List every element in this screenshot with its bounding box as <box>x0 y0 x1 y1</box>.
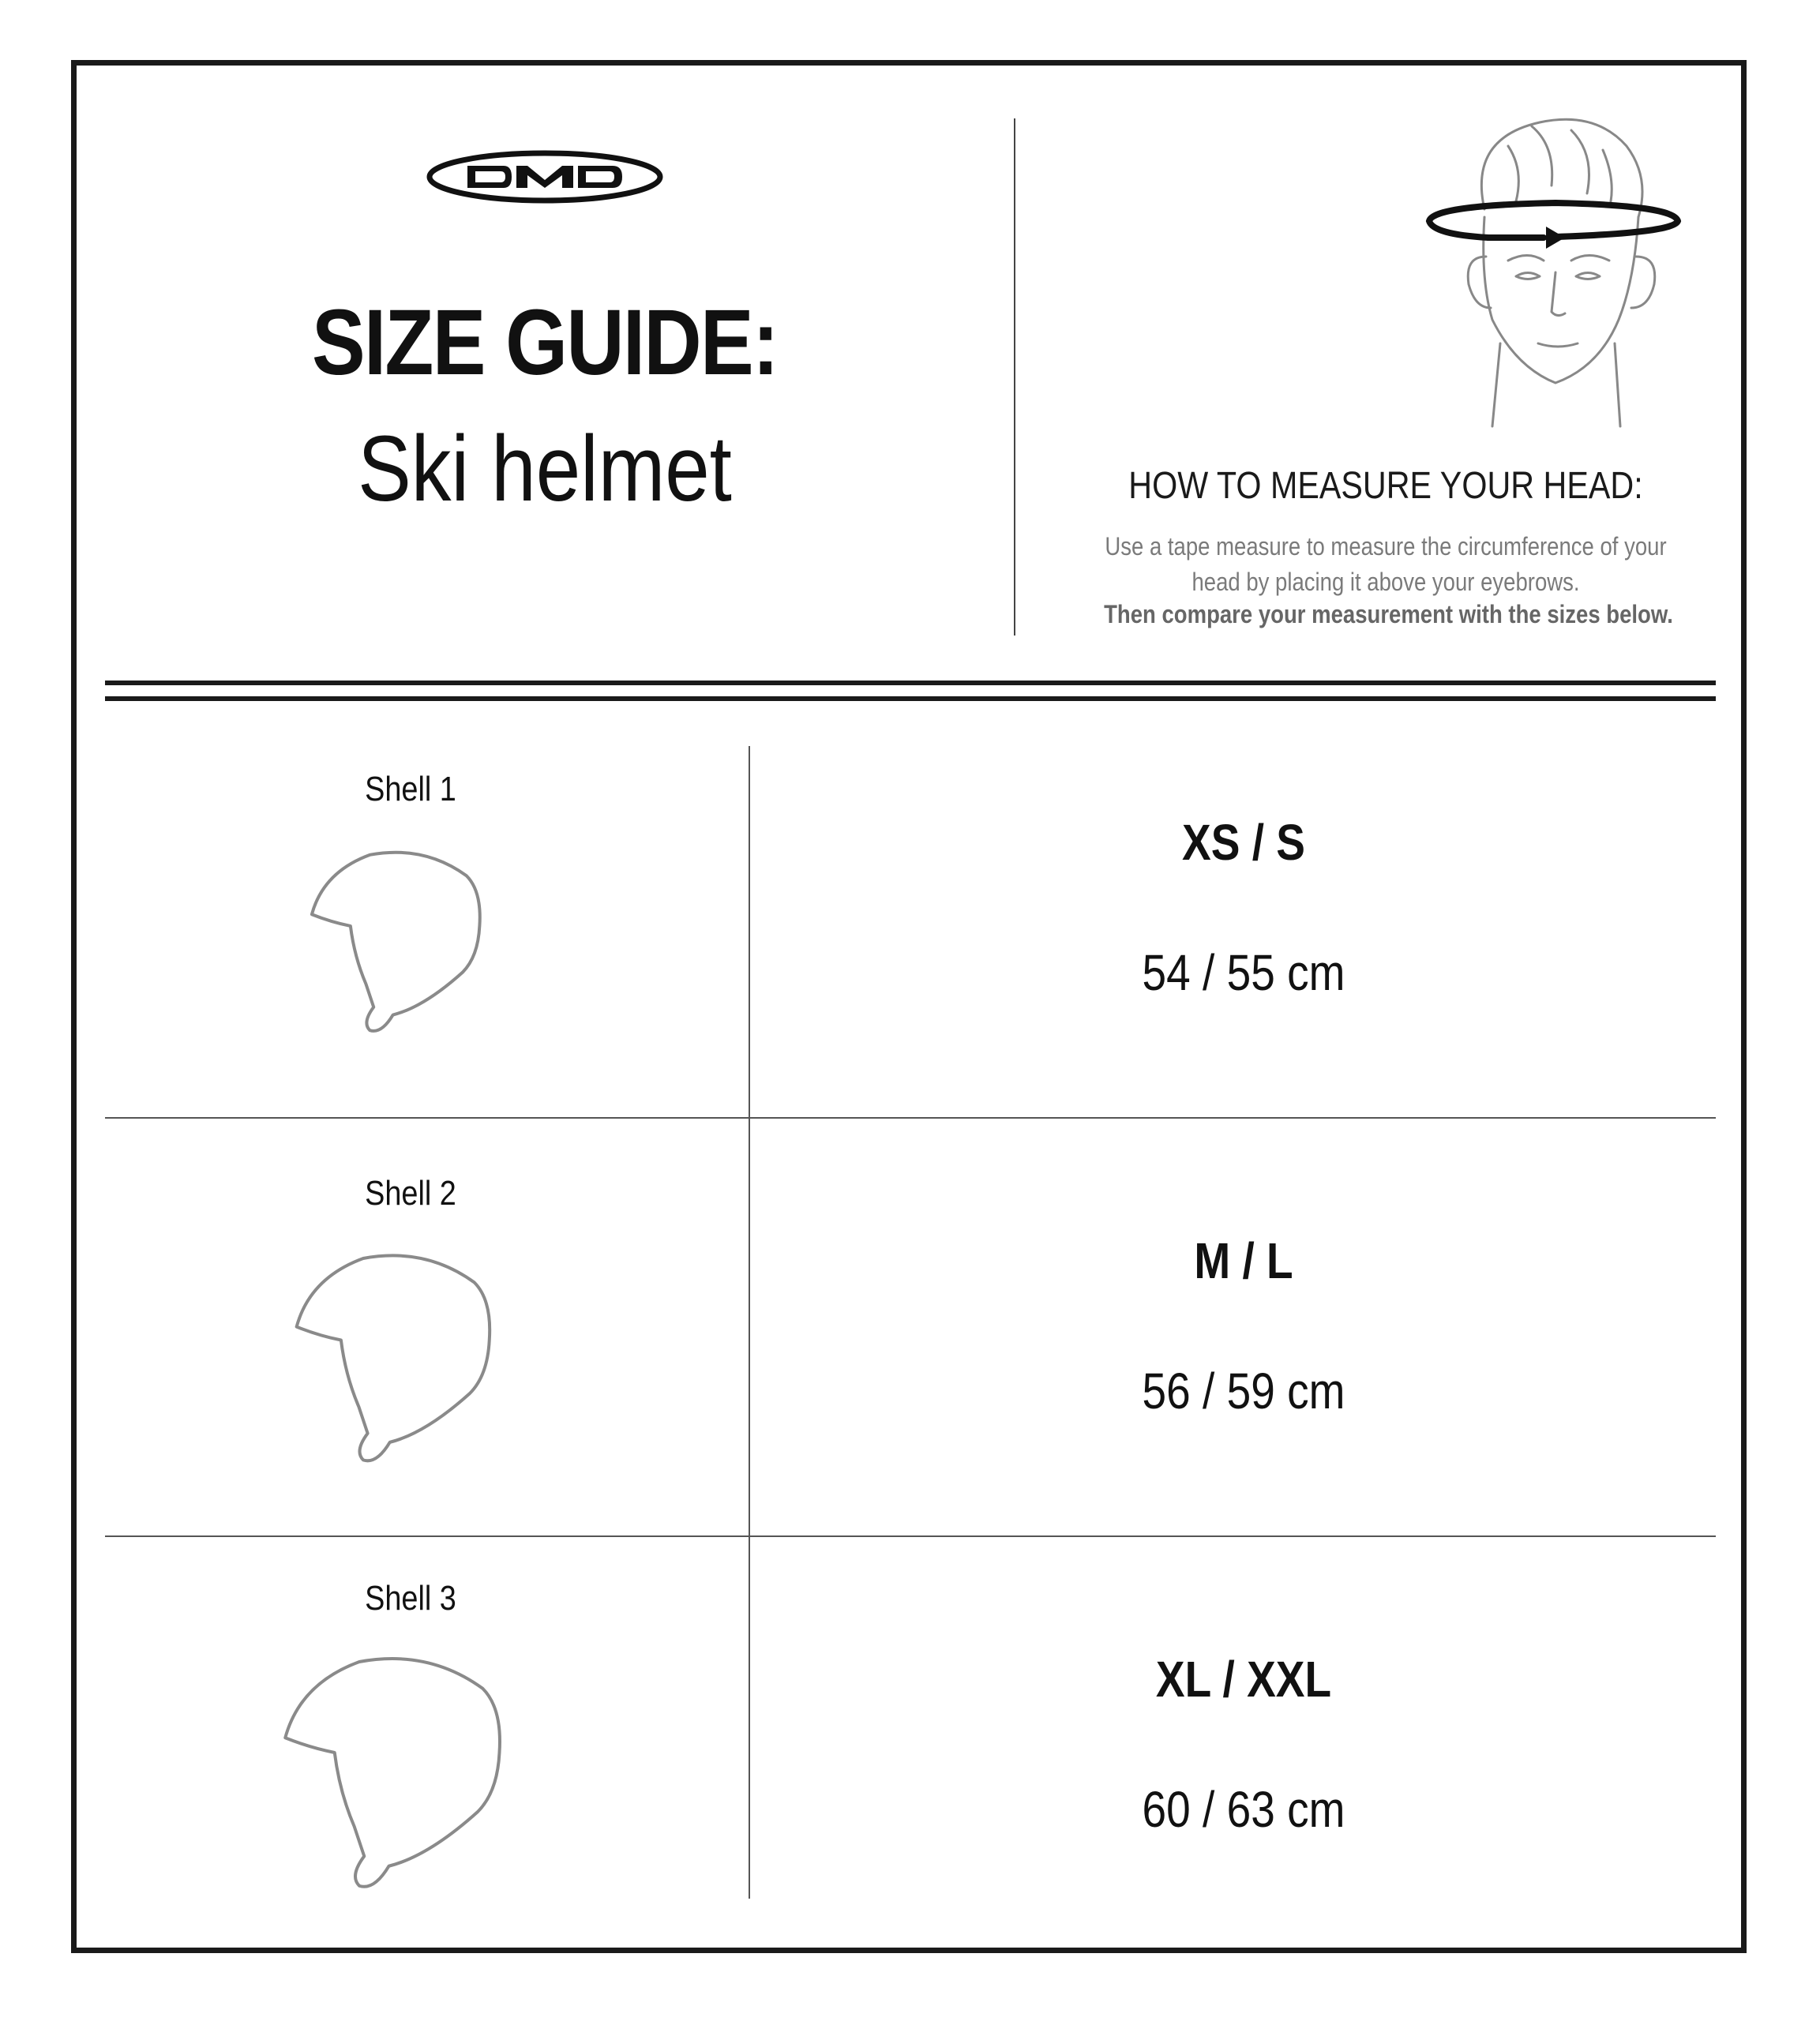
size-label: XL / XXL <box>1155 1651 1332 1708</box>
size-label: XS / S <box>1181 814 1306 871</box>
shell-label: Shell 1 <box>365 770 456 808</box>
helmet-icon <box>280 1654 517 1891</box>
size-range: 60 / 63 cm <box>1142 1781 1345 1838</box>
table-row-divider <box>105 1535 1716 1537</box>
helmet-icon <box>308 849 493 1034</box>
shell-label: Shell 3 <box>365 1579 456 1618</box>
header-divider <box>1014 118 1015 636</box>
double-rule-bottom <box>105 696 1716 701</box>
measure-instruction: Use a tape measure to measure the circumference of your head by placing it above your eyebrows. <box>1105 532 1667 596</box>
table-row-divider <box>105 1117 1716 1119</box>
size-label: M / L <box>1194 1232 1293 1289</box>
measure-instruction-bold: Then compare your measurement with the sizes below. <box>1104 600 1673 628</box>
head-measure-icon <box>1413 114 1690 430</box>
dmd-logo <box>426 150 663 204</box>
double-rule-top <box>105 681 1716 685</box>
page-title: SIZE GUIDE: <box>311 291 779 395</box>
page-subtitle: Ski helmet <box>358 417 732 521</box>
measure-title: HOW TO MEASURE YOUR HEAD: <box>1128 465 1643 507</box>
helmet-icon <box>292 1251 505 1464</box>
shell-label: Shell 2 <box>365 1174 456 1213</box>
table-column-divider <box>749 746 750 1899</box>
size-range: 54 / 55 cm <box>1142 944 1345 1001</box>
size-range: 56 / 59 cm <box>1142 1363 1345 1419</box>
